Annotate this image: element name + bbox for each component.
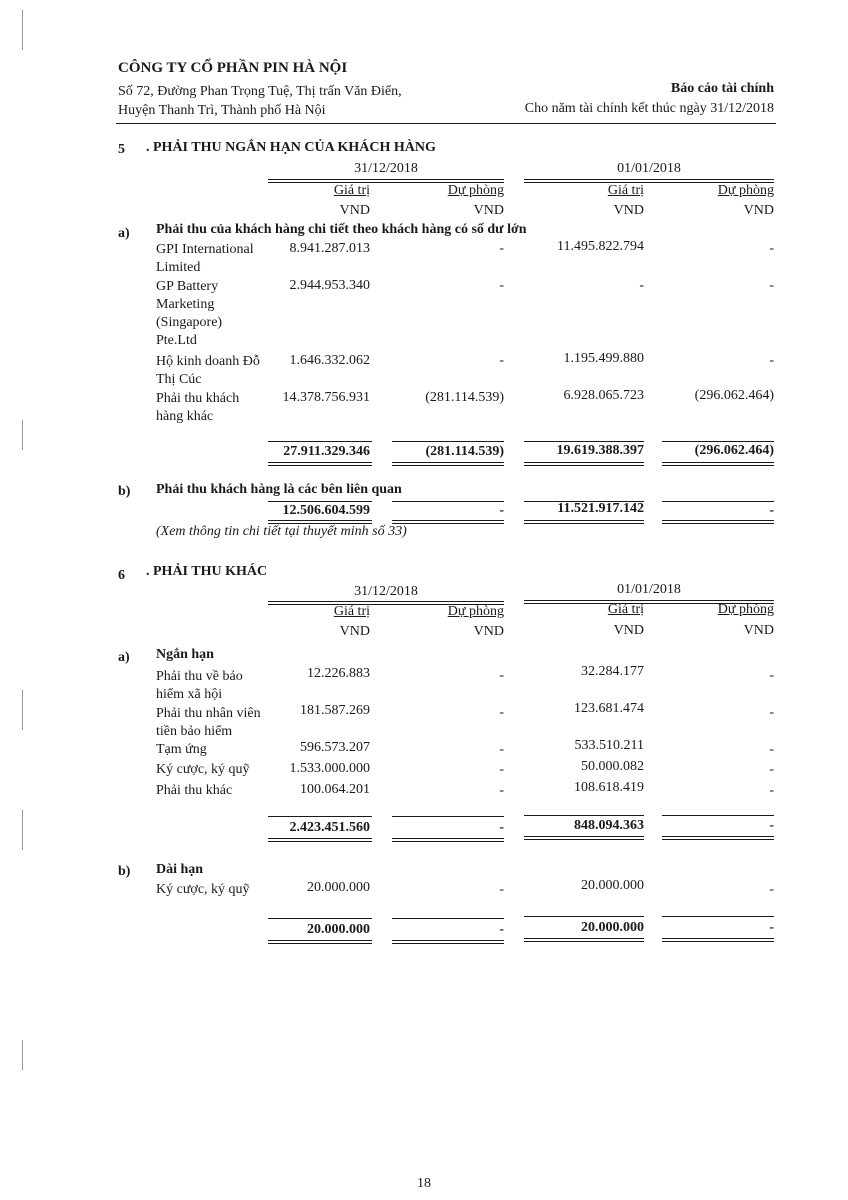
scan-margin-line: [22, 10, 23, 50]
total-double-rule: [268, 462, 372, 466]
total-rule: [268, 441, 372, 442]
table-cell: -: [769, 762, 774, 777]
column-value-header: Giá trị: [333, 183, 370, 198]
column-date-current: 31/12/2018: [354, 161, 418, 176]
table-cell: 533.510.211: [574, 738, 644, 753]
total-double-rule: [524, 836, 644, 840]
table-cell: 6.928.065.723: [563, 388, 644, 403]
table-cell: 32.284.177: [581, 664, 644, 679]
table-cell: (281.114.539): [425, 390, 504, 405]
table-row-label: GPI International Limited: [156, 242, 254, 275]
table-row-label: Hộ kinh doanh Đỗ Thị Cúc: [156, 354, 260, 387]
subsection-title: Dài hạn: [156, 862, 204, 877]
table-row-label: Ký cược, ký quỹ: [156, 882, 250, 897]
subsection-letter: b): [118, 864, 131, 879]
column-unit: VND: [473, 624, 504, 639]
table-cell: 123.681.474: [574, 701, 644, 716]
column-unit: VND: [339, 203, 370, 218]
total-rule: [268, 816, 372, 817]
page-number: 18: [417, 1176, 431, 1191]
table-cell: -: [769, 882, 774, 897]
total-rule: [524, 815, 644, 816]
table-total: (281.114.539): [425, 444, 504, 459]
table-cell: -: [499, 278, 504, 293]
table-total: 848.094.363: [574, 818, 644, 833]
total-rule: [662, 501, 774, 502]
table-cell: 11.495.822.794: [557, 239, 644, 254]
table-cell: -: [499, 241, 504, 256]
table-cell: 12.226.883: [307, 666, 370, 681]
total-rule: [392, 501, 504, 502]
column-unit: VND: [743, 203, 774, 218]
total-double-rule: [268, 838, 372, 842]
header-divider: [116, 123, 776, 124]
scan-margin-line: [22, 690, 23, 730]
column-date-prior: 01/01/2018: [617, 582, 681, 597]
column-date-current: 31/12/2018: [354, 584, 418, 599]
table-cell: -: [639, 278, 644, 293]
total-rule: [662, 815, 774, 816]
report-period: Cho năm tài chính kết thúc ngày 31/12/2018: [524, 101, 774, 116]
subsection-letter: b): [118, 484, 131, 499]
table-cell: 14.378.756.931: [282, 390, 370, 405]
total-double-rule: [662, 938, 774, 942]
table-cell: -: [499, 705, 504, 720]
company-address-line2: Huyện Thanh Trì, Thành phố Hà Nội: [118, 103, 326, 118]
table-cell: -: [499, 783, 504, 798]
column-value-header: Giá trị: [333, 604, 370, 619]
total-double-rule: [662, 520, 774, 524]
subsection-title: Phải thu khách hàng là các bên liên quan: [156, 482, 402, 497]
table-cell: -: [499, 882, 504, 897]
table-cell: 2.944.953.340: [289, 278, 370, 293]
table-cell: 1.195.499.880: [563, 351, 644, 366]
total-rule: [662, 441, 774, 442]
table-total: -: [499, 922, 504, 937]
section-title: . PHẢI THU KHÁC: [146, 564, 268, 579]
table-total: 20.000.000: [581, 920, 644, 935]
table-cell: -: [499, 353, 504, 368]
subsection-letter: a): [118, 650, 130, 665]
column-value-header: Giá trị: [607, 183, 644, 198]
subsection-title: Ngắn hạn: [156, 647, 214, 662]
total-rule: [392, 441, 504, 442]
table-cell: 20.000.000: [307, 880, 370, 895]
table-cell: -: [769, 783, 774, 798]
total-rule: [662, 916, 774, 917]
table-cell: -: [499, 742, 504, 757]
total-double-rule: [524, 520, 644, 524]
total-double-rule: [268, 940, 372, 944]
table-cell: 108.618.419: [574, 780, 644, 795]
scan-margin-line: [22, 420, 23, 450]
table-cell: -: [769, 668, 774, 683]
column-provision-header: Dự phòng: [447, 604, 504, 619]
table-total: 12.506.604.599: [282, 503, 370, 518]
table-cell: 181.587.269: [300, 703, 370, 718]
column-unit: VND: [613, 623, 644, 638]
table-total: 19.619.388.397: [556, 443, 644, 458]
column-provision-header: Dự phòng: [717, 183, 774, 198]
company-address-line1: Số 72, Đường Phan Trọng Tuệ, Thị trấn Văn Điển,: [118, 84, 402, 99]
table-cell: -: [769, 241, 774, 256]
column-unit: VND: [613, 203, 644, 218]
total-double-rule: [524, 938, 644, 942]
table-total: -: [769, 818, 774, 833]
subsection-letter: a): [118, 226, 130, 241]
total-double-rule: [662, 836, 774, 840]
table-cell: 100.064.201: [300, 782, 370, 797]
column-unit: VND: [473, 203, 504, 218]
table-row-label: Phải thu nhân viên tiền bảo hiểm: [156, 706, 261, 739]
footnote: (Xem thông tin chi tiết tại thuyết minh số 33): [156, 524, 407, 539]
total-rule: [392, 816, 504, 817]
section-title: . PHẢI THU NGẮN HẠN CỦA KHÁCH HÀNG: [146, 140, 436, 155]
table-cell: -: [769, 278, 774, 293]
column-value-header: Giá trị: [607, 602, 644, 617]
total-double-rule: [662, 462, 774, 466]
subsection-title: Phải thu của khách hàng chi tiết theo khách hàng có số dư lớn: [156, 222, 527, 237]
table-cell: -: [769, 353, 774, 368]
table-row-label: Tạm ứng: [156, 742, 207, 757]
table-cell: -: [769, 742, 774, 757]
table-row-label: Phải thu về bảo hiểm xã hội: [156, 669, 243, 702]
table-cell: 1.533.000.000: [289, 761, 370, 776]
total-double-rule: [392, 520, 504, 524]
table-cell: 1.646.332.062: [289, 353, 370, 368]
total-rule: [268, 501, 372, 502]
column-unit: VND: [743, 623, 774, 638]
total-rule: [524, 441, 644, 442]
table-cell: -: [499, 668, 504, 683]
table-total: (296.062.464): [694, 443, 774, 458]
table-total: -: [499, 820, 504, 835]
table-row-label: Ký cược, ký quỹ: [156, 762, 250, 777]
total-double-rule: [524, 462, 644, 466]
total-double-rule: [392, 838, 504, 842]
column-provision-header: Dự phòng: [717, 602, 774, 617]
table-cell: (296.062.464): [694, 388, 774, 403]
total-double-rule: [392, 940, 504, 944]
table-cell: 20.000.000: [581, 878, 644, 893]
section-number: 6: [118, 568, 125, 583]
table-cell: 50.000.082: [581, 759, 644, 774]
scan-margin-line: [22, 1040, 23, 1070]
table-total: 2.423.451.560: [289, 820, 370, 835]
company-name: CÔNG TY CỔ PHẦN PIN HÀ NỘI: [118, 60, 348, 76]
table-cell: 596.573.207: [300, 740, 370, 755]
table-cell: -: [769, 705, 774, 720]
scan-margin-line: [22, 810, 23, 850]
table-row-label: Phải thu khác: [156, 783, 233, 798]
section-number: 5: [118, 142, 125, 157]
table-total: 11.521.917.142: [557, 501, 644, 516]
table-total: -: [769, 920, 774, 935]
table-cell: -: [499, 762, 504, 777]
column-date-prior: 01/01/2018: [617, 161, 681, 176]
total-rule: [524, 916, 644, 917]
table-total: -: [499, 503, 504, 518]
table-cell: 8.941.287.013: [289, 241, 370, 256]
table-total: 20.000.000: [307, 922, 370, 937]
column-provision-header: Dự phòng: [447, 183, 504, 198]
table-row-label: GP Battery Marketing (Singapore) Pte.Ltd: [156, 279, 223, 348]
total-double-rule: [392, 462, 504, 466]
total-rule: [392, 918, 504, 919]
table-total: -: [769, 503, 774, 518]
report-title: Báo cáo tài chính: [670, 81, 774, 96]
total-rule: [268, 918, 372, 919]
table-total: 27.911.329.346: [283, 444, 370, 459]
column-unit: VND: [339, 624, 370, 639]
table-row-label: Phải thu khách hàng khác: [156, 391, 240, 424]
